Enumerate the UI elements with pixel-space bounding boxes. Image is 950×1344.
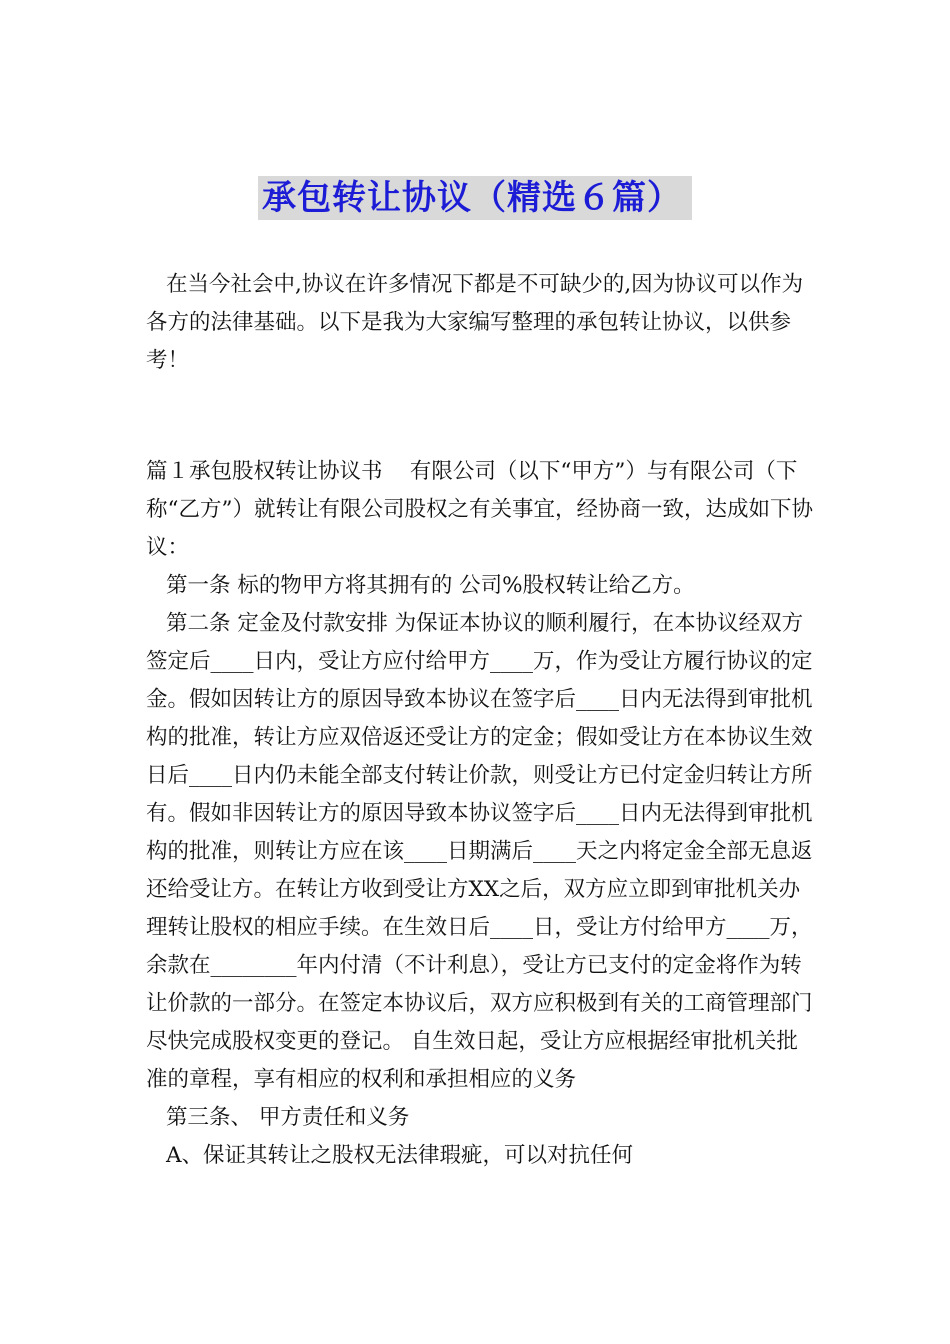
article-1: 第一条 标的物甲方将其拥有的 公司%股权转让给乙方。 xyxy=(166,573,695,598)
article-3-heading: 第三条、 甲方责任和义务 xyxy=(166,1105,410,1130)
intro-paragraph: 在当今社会中,协议在许多情况下都是不可缺少的,因为协议可以作为各方的法律基础。以下是我为大家编写整理的承包转让协议，以供参考！ xyxy=(146,272,804,373)
intro-section xyxy=(146,266,814,380)
agreement-body xyxy=(146,453,814,1175)
agreement-preamble: 篇１承包股权转让协议书 有限公司（以下“甲方”）与有限公司（下称“乙方”）就转让有限公司股权之有关事宜，经协商一致，达成如下协议： xyxy=(146,459,813,560)
article-3-item-a: A、保证其转让之股权无法律瑕疵，可以对抗任何 xyxy=(166,1143,634,1168)
title-container xyxy=(0,176,950,220)
document-title: 承包转让协议（精选６篇） xyxy=(258,176,692,220)
article-2: 第二条 定金及付款安排 为保证本协议的顺利履行，在本协议经双方签定后____日内，受让方应付给甲方____万，作为受让方履行协议的定金。假如因转让方的原因导致本协议在签字后____日内无法得到审批机构的批准，转让方应双倍返还受让方的定金；假如受让方在本协议生效日后____日内仍未能全部支付转让价款，则受让方已付定金归转让方所有。假如非因转让方的原因导致本协议签字后____日内无法得到审批机构的批准，则转让方应在该____日期满后____天之内将定金全部无息返还给受让方。在转让方收到受让方XX之后，双方应立即到审批机关办理转让股权的相应手续。在生效日后____日，受让方付给甲方____万，余款在________年内付清（不计利息），受让方已支付的定金将作为转让价款的一部分。在签定本协议后，双方应积极到有关的工商管理部门尽快完成股权变更的登记。 自生效日起，受让方应根据经审批机关批准的章程，享有相应的权利和承担相应的义务 xyxy=(146,611,813,1092)
